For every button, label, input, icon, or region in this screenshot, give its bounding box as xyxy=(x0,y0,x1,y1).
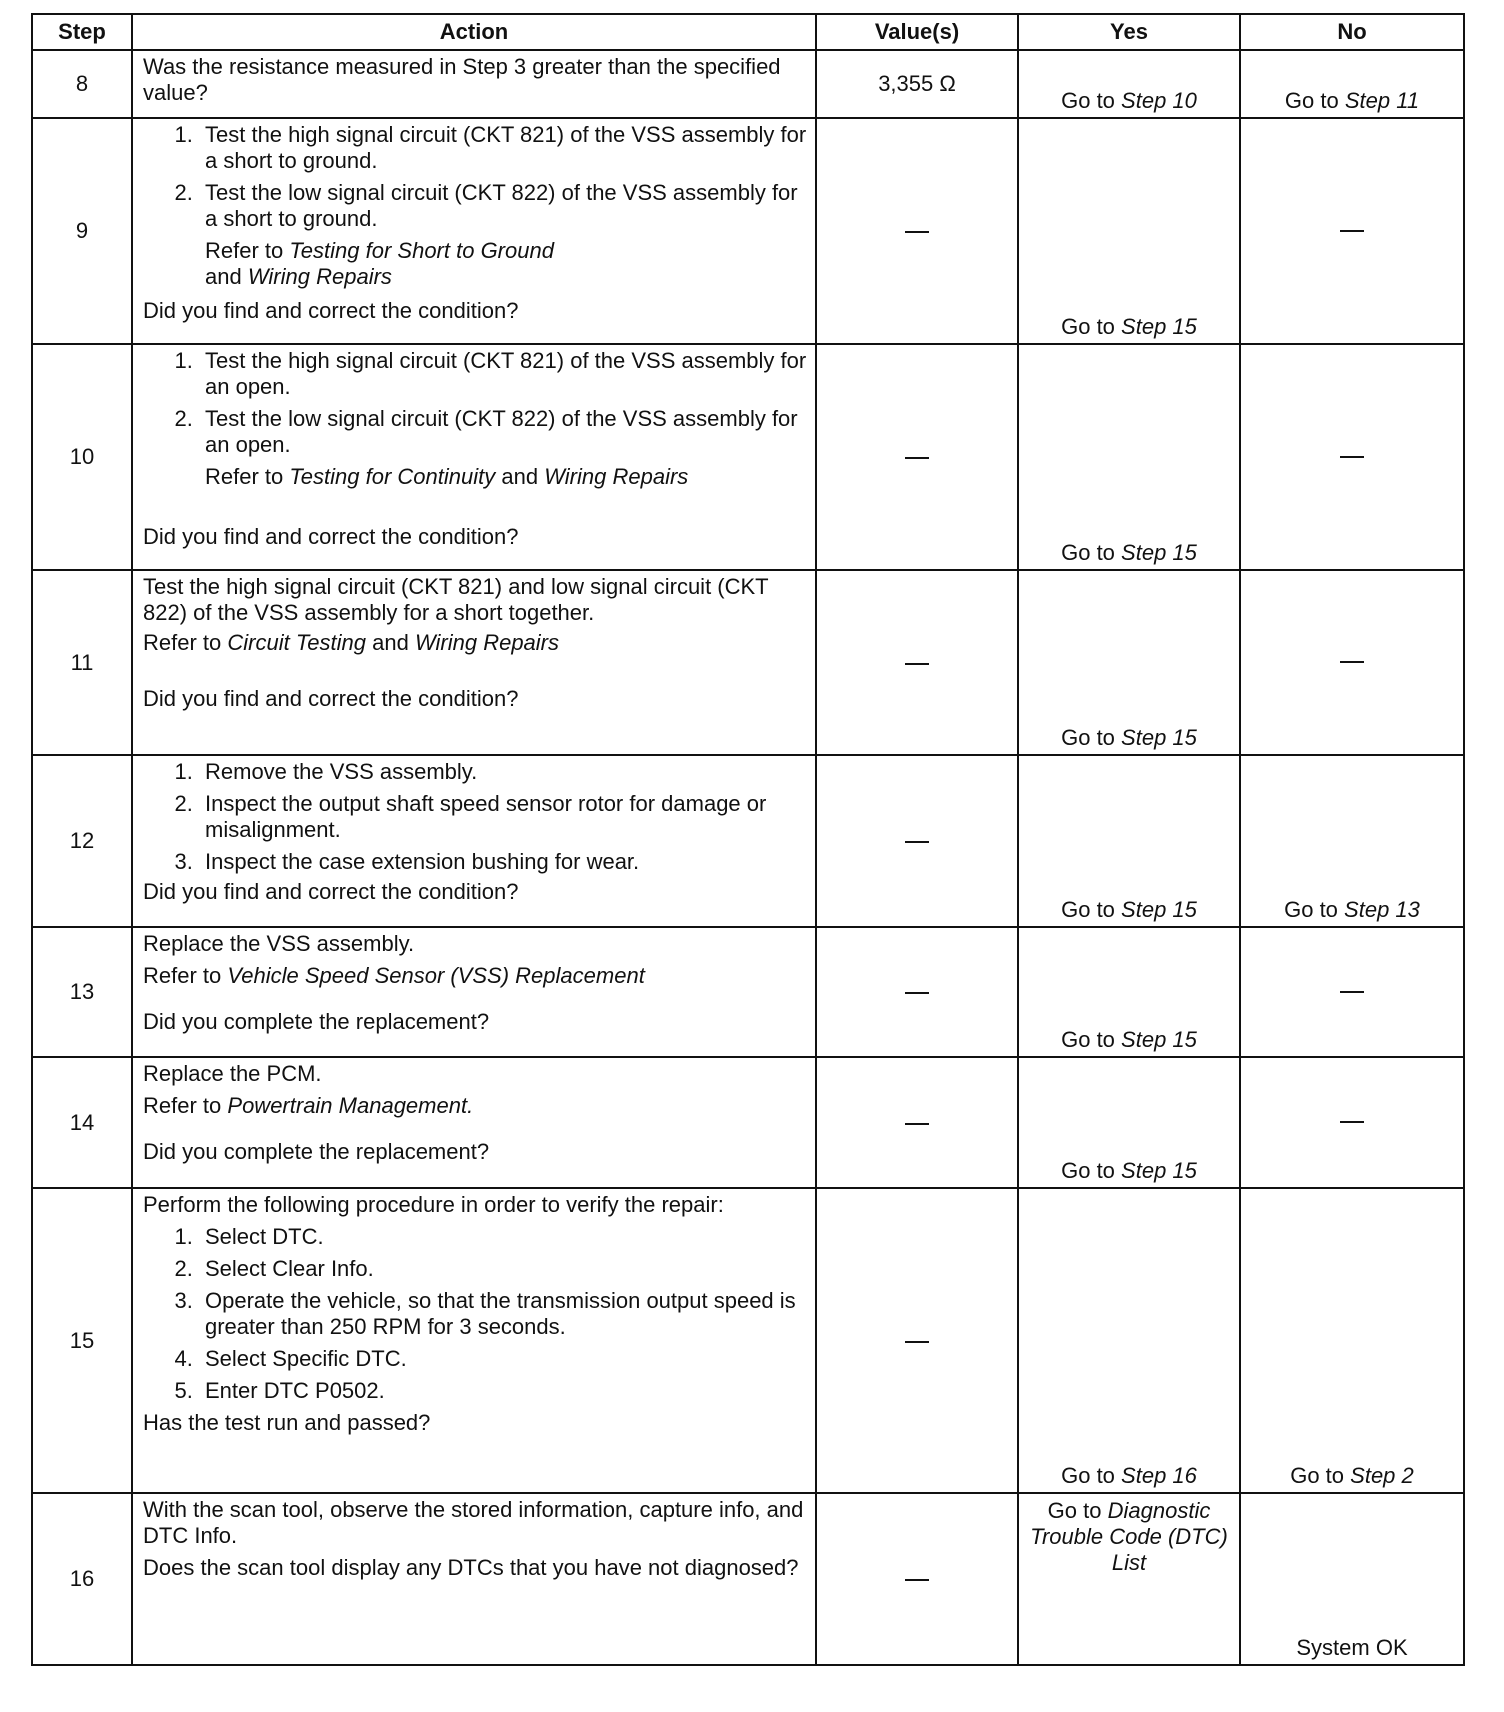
refer-label: Refer to xyxy=(143,1093,222,1118)
table-row xyxy=(32,50,1464,118)
and-label: and xyxy=(501,464,539,489)
dash-mark xyxy=(1340,1121,1364,1123)
list-item: 5. Enter DTC P0502. xyxy=(199,1378,807,1404)
action-cell xyxy=(132,1057,816,1188)
table-row xyxy=(32,1188,1464,1493)
reference-link: Wiring Repairs xyxy=(414,630,560,655)
go-to-label: Go to xyxy=(1284,897,1338,922)
dash-mark xyxy=(905,231,929,233)
go-to-label: Go to xyxy=(1061,1027,1115,1052)
no-cell: System OK xyxy=(1240,1493,1464,1665)
refer-label: Refer to xyxy=(205,464,284,489)
no-cell xyxy=(1240,755,1464,927)
yes-cell xyxy=(1018,118,1240,344)
action-cell xyxy=(132,927,816,1057)
table-row xyxy=(32,1493,1464,1665)
value-cell xyxy=(816,927,1018,1057)
list-item: 1. Remove the VSS assembly. xyxy=(199,759,807,785)
yes-step-ref: Step 15 xyxy=(1121,1027,1197,1052)
reference-link: Testing for Continuity xyxy=(289,464,496,489)
go-to-label: Go to xyxy=(1061,897,1115,922)
dash-mark xyxy=(905,992,929,994)
no-cell xyxy=(1240,344,1464,570)
no-cell xyxy=(1240,570,1464,755)
header-step: Step xyxy=(32,14,132,50)
list-item: 1. Select DTC. xyxy=(199,1224,807,1250)
dash-mark xyxy=(905,663,929,665)
action-list xyxy=(143,759,807,875)
dash-mark xyxy=(905,457,929,459)
question-text: Did you find and correct the condition? xyxy=(143,879,519,904)
list-item: 4. Select Specific DTC. xyxy=(199,1346,807,1372)
table-row xyxy=(32,344,1464,570)
action-cell xyxy=(132,1493,816,1665)
yes-cell xyxy=(1018,50,1240,118)
dash-mark xyxy=(905,841,929,843)
value-cell xyxy=(816,344,1018,570)
step-number: 10 xyxy=(32,344,132,570)
refer-label: Refer to xyxy=(143,963,222,988)
list-item: 1. Test the high signal circuit (CKT 821) of the VSS assembly for a short to ground. xyxy=(199,122,807,174)
dash-mark xyxy=(905,1341,929,1343)
action-cell xyxy=(132,118,816,344)
yes-step-ref: Step 15 xyxy=(1121,725,1197,750)
header-yes: Yes xyxy=(1018,14,1240,50)
go-to-label: Go to xyxy=(1047,1498,1102,1523)
no-cell xyxy=(1240,1188,1464,1493)
reference-text xyxy=(143,1093,807,1119)
question-text: Has the test run and passed? xyxy=(143,1410,431,1435)
question-text: Did you find and correct the condition? xyxy=(143,298,519,323)
yes-step-ref: Step 15 xyxy=(1121,1158,1197,1183)
action-cell xyxy=(132,1188,816,1493)
reference-link: Testing for Short to Ground xyxy=(289,238,554,263)
yes-step-ref: Step 16 xyxy=(1121,1463,1197,1488)
step-number: 9 xyxy=(32,118,132,344)
list-item: 3. Inspect the case extension bushing for wear. xyxy=(199,849,807,875)
go-to-label: Go to xyxy=(1061,1463,1115,1488)
refer-label: Refer to xyxy=(143,630,222,655)
yes-step-ref: Step 15 xyxy=(1121,314,1197,339)
go-to-label: Go to xyxy=(1061,725,1115,750)
header-row xyxy=(32,14,1464,50)
yes-cell xyxy=(1018,1057,1240,1188)
go-to-label: Go to xyxy=(1061,88,1115,113)
list-item: 1. Test the high signal circuit (CKT 821) of the VSS assembly for an open. xyxy=(199,348,807,400)
header-no: No xyxy=(1240,14,1464,50)
action-list xyxy=(143,348,807,458)
action-list xyxy=(143,122,807,232)
action-list xyxy=(143,1224,807,1404)
dash-mark xyxy=(1340,661,1364,663)
value-cell xyxy=(816,1188,1018,1493)
action-text: Replace the VSS assembly. xyxy=(143,931,415,956)
action-text: With the scan tool, observe the stored information, capture info, and DTC Info. xyxy=(143,1497,804,1548)
reference-text xyxy=(143,630,807,656)
list-item: 2. Inspect the output shaft speed sensor rotor for damage or misalignment. xyxy=(199,791,807,843)
no-cell xyxy=(1240,50,1464,118)
go-to-label: Go to xyxy=(1061,314,1115,339)
action-cell xyxy=(132,755,816,927)
no-step-ref: Step 11 xyxy=(1344,88,1420,113)
no-cell xyxy=(1240,1057,1464,1188)
step-number: 8 xyxy=(32,50,132,118)
yes-reference: Diagnostic Trouble Code (DTC) List xyxy=(1030,1498,1228,1575)
dash-mark xyxy=(905,1123,929,1125)
header-values: Value(s) xyxy=(816,14,1018,50)
question-text: Did you complete the replacement? xyxy=(143,1009,490,1034)
value-cell xyxy=(816,570,1018,755)
no-cell xyxy=(1240,927,1464,1057)
value-cell: 3,355 Ω xyxy=(816,50,1018,118)
table-row xyxy=(32,927,1464,1057)
table-row xyxy=(32,755,1464,927)
no-cell xyxy=(1240,118,1464,344)
question-text: Did you complete the replacement? xyxy=(143,1139,490,1164)
action-text: Replace the PCM. xyxy=(143,1061,322,1086)
question-text: Did you find and correct the condition? xyxy=(143,686,519,711)
go-to-label: Go to xyxy=(1061,1158,1115,1183)
step-number: 15 xyxy=(32,1188,132,1493)
yes-cell xyxy=(1018,570,1240,755)
value-cell xyxy=(816,755,1018,927)
and-label: and xyxy=(205,264,242,289)
step-number: 11 xyxy=(32,570,132,755)
reference-link: Wiring Repairs xyxy=(247,264,392,289)
reference-text xyxy=(199,464,807,490)
header-action: Action xyxy=(132,14,816,50)
yes-cell xyxy=(1018,344,1240,570)
action-cell xyxy=(132,570,816,755)
reference-link: Vehicle Speed Sensor (VSS) Replacement xyxy=(227,963,645,988)
reference-link: Wiring Repairs xyxy=(544,464,689,489)
question-text: Did you find and correct the condition? xyxy=(143,524,519,549)
table-row xyxy=(32,1057,1464,1188)
question-text: Does the scan tool display any DTCs that you have not diagnosed? xyxy=(143,1555,799,1580)
dash-mark xyxy=(1340,456,1364,458)
yes-step-ref: Step 15 xyxy=(1121,540,1197,565)
reference-link: Circuit Testing xyxy=(227,630,366,655)
no-step-ref: Step 2 xyxy=(1350,1463,1414,1488)
dash-mark xyxy=(905,1579,929,1581)
reference-text xyxy=(143,963,807,989)
yes-step-ref: Step 10 xyxy=(1121,88,1197,113)
action-text: Test the high signal circuit (CKT 821) and low signal circuit (CKT 822) of the VSS assembly for a short together. xyxy=(143,574,769,625)
value-cell xyxy=(816,1493,1018,1665)
yes-cell xyxy=(1018,927,1240,1057)
action-cell xyxy=(132,344,816,570)
yes-cell xyxy=(1018,1188,1240,1493)
list-item: 2. Select Clear Info. xyxy=(199,1256,807,1282)
list-item: 2. Test the low signal circuit (CKT 822) of the VSS assembly for a short to ground. xyxy=(199,180,807,232)
and-label: and xyxy=(372,630,409,655)
action-cell xyxy=(132,50,816,118)
list-item: 3. Operate the vehicle, so that the transmission output speed is greater than 250 RPM for 3 seconds. xyxy=(199,1288,807,1340)
refer-label: Refer to xyxy=(205,238,284,263)
value-cell xyxy=(816,118,1018,344)
value-cell xyxy=(816,1057,1018,1188)
go-to-label: Go to xyxy=(1061,540,1115,565)
diagnostic-table xyxy=(31,13,1465,1666)
step-number: 14 xyxy=(32,1057,132,1188)
yes-step-ref: Step 15 xyxy=(1121,897,1197,922)
step-number: 13 xyxy=(32,927,132,1057)
step-number: 16 xyxy=(32,1493,132,1665)
yes-cell xyxy=(1018,1493,1240,1665)
table-row xyxy=(32,118,1464,344)
no-step-ref: Step 13 xyxy=(1344,897,1420,922)
go-to-label: Go to xyxy=(1290,1463,1345,1488)
dash-mark xyxy=(1340,991,1364,993)
go-to-label: Go to xyxy=(1284,88,1339,113)
dash-mark xyxy=(1340,230,1364,232)
yes-cell xyxy=(1018,755,1240,927)
list-item: 2. Test the low signal circuit (CKT 822) of the VSS assembly for an open. xyxy=(199,406,807,458)
step-number: 12 xyxy=(32,755,132,927)
action-text: Perform the following procedure in order to verify the repair: xyxy=(143,1192,724,1217)
reference-link: Powertrain Management. xyxy=(227,1093,474,1118)
reference-text xyxy=(199,238,807,290)
question-text: Was the resistance measured in Step 3 greater than the specified value? xyxy=(143,54,781,105)
table-row xyxy=(32,570,1464,755)
